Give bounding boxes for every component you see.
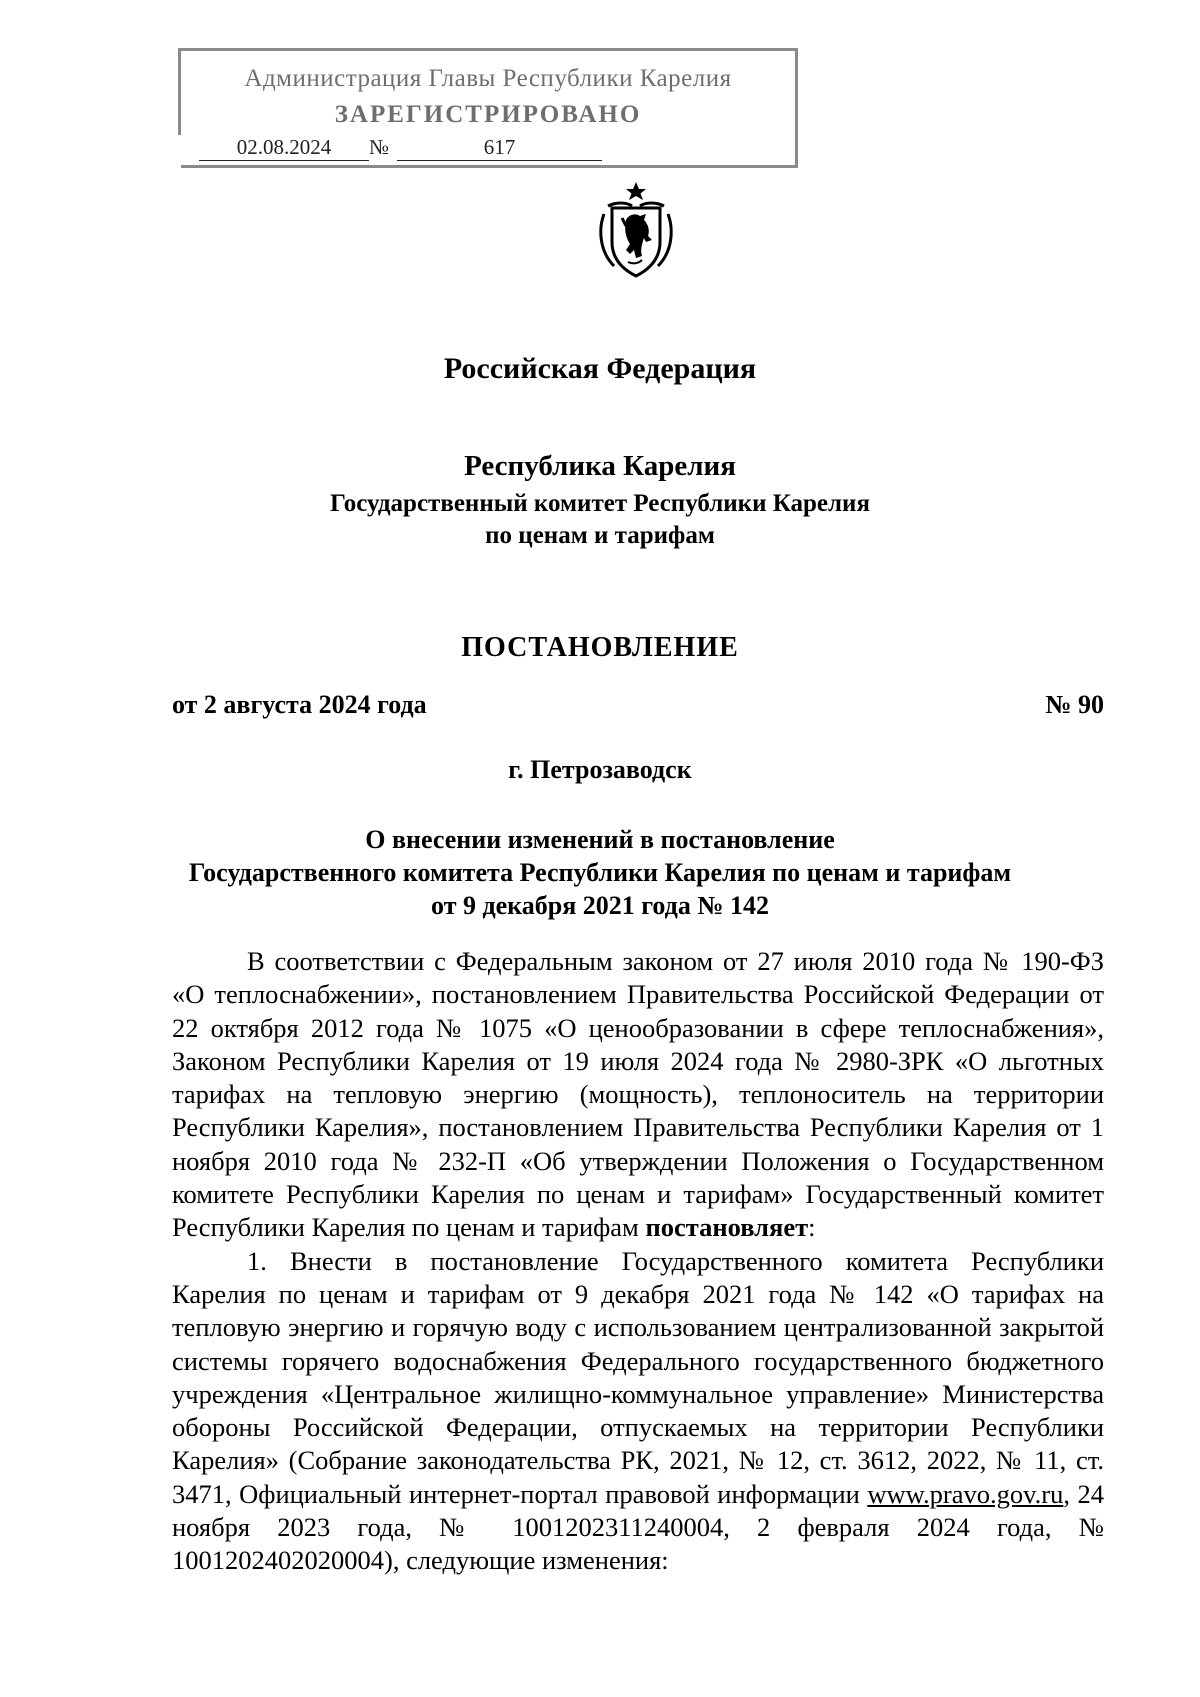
stamp-number-sign: № <box>369 135 390 159</box>
pravo-link[interactable]: www.pravo.gov.ru <box>867 1478 1064 1509</box>
registration-stamp <box>178 48 798 168</box>
stamp-border-gap <box>178 135 181 171</box>
preamble-end: : <box>808 1212 816 1243</box>
document-dateline <box>172 690 1104 720</box>
committee-heading-line2: по ценам и тарифам <box>485 522 715 549</box>
clause-1-text: 1. Внести в постановление Государственного комитета Республики Карелия по ценам и тарифам от 9 декабря 2021 года № 142 «О тарифах на тепловую энергию и горячую воду с использованием централизованной закрытой системы горячего водоснабжения Федерального государственного бюджетного учреждения «Центральное жилищно-коммунальное управление» Министерства обороны Российской Федерации, отпускаемых на территории Республики Карелия» (Собрание законодательства РК, 2021, № 12, ст. 3612, 2022, № 11, ст. 3471, Официальный интернет-портал правовой информации <box>172 1245 1104 1509</box>
stamp-organization: Администрация Главы Республики Карелия <box>244 65 732 92</box>
committee-heading-line1: Государственный комитет Республики Карелия <box>330 490 870 517</box>
stamp-date: 02.08.2024 <box>199 135 369 161</box>
document-type: ПОСТАНОВЛЕНИЕ <box>461 632 739 663</box>
document-number: № 90 <box>1045 690 1104 719</box>
document-title-line1: О внесении изменений в постановление <box>365 825 835 854</box>
document-body <box>172 945 1104 1578</box>
document-title-line3: от 9 декабря 2021 года № 142 <box>431 891 769 920</box>
document-city: г. Петрозаводск <box>508 755 692 784</box>
document-date: от 2 августа 2024 года <box>172 690 427 719</box>
resolves-keyword: постановляет <box>645 1212 809 1243</box>
karelia-coat-of-arms-icon <box>596 180 676 280</box>
clause-1-paragraph <box>172 1245 1104 1578</box>
stamp-number: 617 <box>397 135 602 161</box>
preamble-paragraph <box>172 945 1104 1245</box>
stamp-status: ЗАРЕГИСТРИРОВАНО <box>334 101 642 128</box>
country-heading: Российская Федерация <box>443 352 757 385</box>
clause-1-end: , 24 ноября 2023 года, № 1001202311240004, 2 февраля 2024 года, № 1001202402020004), следующие изменения: <box>172 1478 1104 1576</box>
republic-heading: Республика Карелия <box>464 450 736 482</box>
preamble-text: В соответствии с Федеральным законом от 27 июля 2010 года № 190-ФЗ «О теплоснабжении», постановлением Правительства Российской Федерации от 22 октября 2012 года № 1075 «О ценообразовании в сфере теплоснабжения», Законом Республики Карелия от 19 июля 2024 года № 2980-ЗРК «О льготных тарифах на тепловую энергию (мощность), теплоноситель на территории Республики Карелия», постановлением Правительства Республики Карелия от 1 ноября 2010 года № 232-П «Об утверждении Положения о Государственном комитете Республики Карелия по ценам и тарифам» Государственный комитет Республики Карелия по ценам и тарифам <box>172 946 1104 1243</box>
document-title-line2: Государственного комитета Республики Карелия по ценам и тарифам <box>188 858 1012 887</box>
